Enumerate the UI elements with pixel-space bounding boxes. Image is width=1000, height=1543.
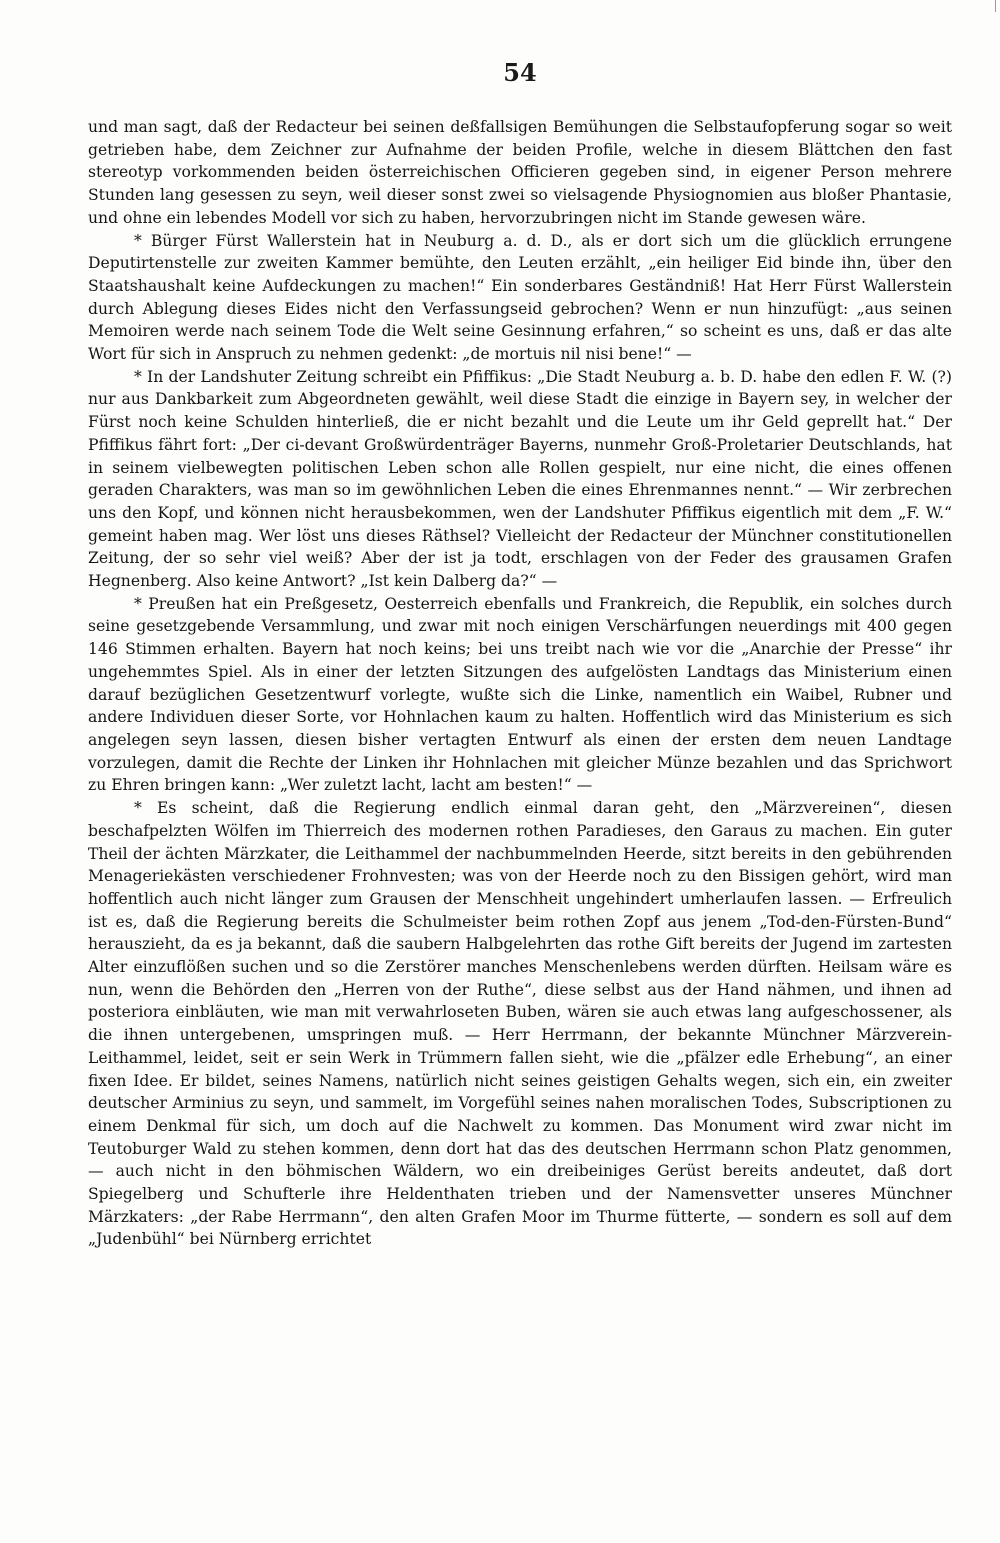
- scan-edge-mark: [995, 0, 996, 12]
- article-body: [88, 116, 952, 1251]
- paragraph-landshuter-pfiffikus: * In der Landshuter Zeitung schreibt ein Pfiffikus: „Die Stadt Neuburg a. b. D. habe den edlen F. W. (?) nur aus Dankbarkeit zum Abgeordneten gewählt, weil diese Stadt die einzige in Bayern sey, in welcher der Fürst noch keine Schulden hinterließ, die er nicht bezahlt und die Leute um ihr Geld geprellt hat.“ Der Pfiffikus fährt fort: „Der ci-devant Großwürdenträger Bayerns, nunmehr Groß-Proletarier Deutschlands, hat in seinem vielbewegten politischen Leben schon alle Rollen gespielt, nur eine nicht, die eines offenen geraden Charakters, was man so im gewöhnlichen Leben die eines Ehrenmannes nennt.“ — Wir zerbrechen uns den Kopf, und können nicht herausbekommen, wen der Landshuter Pfiffikus eigentlich mit dem „F. W.“ gemeint haben mag. Wer löst uns dieses Räthsel? Vielleicht der Redacteur der Münchner constitutionellen Zeitung, der so sehr viel weiß? Aber der ist ja todt, erschlagen von der Feder des grausamen Grafen Hegnenberg. Also keine Antwort? „Ist kein Dalberg da?“ —: [88, 367, 952, 591]
- paragraph-wallerstein-neuburg: * Bürger Fürst Wallerstein hat in Neuburg a. d. D., als er dort sich um die glücklich errungene Deputirtenstelle zur zweiten Kammer bemühte, den Leuten erzählt, „ein heiliger Eid binde ihn, über den Staatshaushalt keine Aufdeckungen zu machen!“ Ein sonderbares Geständniß! Hat Herr Fürst Wallerstein durch Ablegung dieses Eides nicht den Verfassungseid gebrochen? Wenn er nun hinzufügt: „aus seinen Memoiren werde nach seinem Tode die Welt seine Gesinnung erfahren,“ so scheint es uns, daß er das alte Wort für sich in Anspruch zu nehmen gedenkt: „de mortuis nil nisi bene!“ —: [88, 231, 952, 364]
- paragraph-pressgesetz: * Preußen hat ein Preßgesetz, Oesterreich ebenfalls und Frankreich, die Republik, ein solches durch seine gesetzgebende Versammlung, und zwar mit noch einigen Verschärfungen neuerdings mit 400 gegen 146 Stimmen erhalten. Bayern hat noch keins; bei uns treibt nach wie vor die „Anarchie der Presse“ ihr ungehemmtes Spiel. Als in einer der letzten Sitzungen des aufgelösten Landtags das Ministerium einen darauf bezüglichen Gesetzentwurf vorlegte, wußte sich die Linke, namentlich ein Waibel, Rubner und andere Individuen dieser Sorte, vor Hohnlachen kaum zu halten. Hoffentlich wird das Ministerium es sich angelegen seyn lassen, diesen bisher vertagten Entwurf als einen der ersten dem neuen Landtage vorzulegen, damit die Rechte der Linken ihr Hohnlachen mit gleicher Münze bezahlen und das Sprichwort zu Ehren bringen kann: „Wer zuletzt lacht, lacht am besten!“ —: [88, 594, 952, 795]
- page-number: 54: [503, 58, 537, 87]
- paragraph-continuation: und man sagt, daß der Redacteur bei seinen deßfallsigen Bemühungen die Selbstaufopferung sogar so weit getrieben habe, dem Zeichner zur Aufnahme der beiden Profile, welche in diesem Blättchen den fast stereotyp vorkommenden beiden österreichischen Officieren gegeben sind, in eigener Person mehrere Stunden lang gesessen zu seyn, weil dieser sonst zwei so vielsagende Physiognomien aus bloßer Phantasie, und ohne ein lebendes Modell vor sich zu haben, hervorzubringen nicht im Stande gewesen wäre.: [88, 118, 952, 227]
- paragraph-maerzvereine: * Es scheint, daß die Regierung endlich einmal daran geht, den „Märzvereinen“, diesen beschafpelzten Wölfen im Thierreich des modernen rothen Paradieses, den Garaus zu machen. Ein guter Theil der ächten Märzkater, die Leithammel der nachbummelnden Heerde, sitzt bereits in den gebührenden Menageriekästen verschiedener Frohnvesten; was von der Heerde noch zu den Bissigen gehört, wird man hoffentlich auch nicht länger zum Grausen der Menschheit ungehindert umherlaufen lassen. — Erfreulich ist es, daß die Regierung bereits die Schulmeister beim rothen Zopf aus jenem „Tod-den-Fürsten-Bund“ herauszieht, da es ja bekannt, daß die saubern Halbgelehrten das rothe Gift bereits der Jugend im zartesten Alter einzuflößen suchen und so die Zerstörer manches Menschenlebens werden dürften. Heilsam wäre es nun, wenn die Behörden den „Herren von der Ruthe“, diese selbst aus der Hand nähmen, und ihnen ad posteriora einbläuten, wie man mit verwahrloseten Buben, wären sie auch etwas lang aufgeschossener, als die ihnen untergebenen, umspringen muß. — Herr Herrmann, der bekannte Münchner Märzverein-Leithammel, leidet, seit er sein Werk in Trümmern fallen sieht, wie die „pfälzer edle Erhebung“, an einer fixen Idee. Er bildet, seines Namens, natürlich nicht seines geistigen Gehalts wegen, sich ein, ein zweiter deutscher Arminius zu seyn, und sammelt, im Vorgefühl seines nahen moralischen Todes, Subscriptionen zu einem Denkmal für sich, um doch auf die Nachwelt zu kommen. Das Monument wird zwar nicht im Teutoburger Wald zu stehen kommen, denn dort hat das des deutschen Herrmann schon Platz genommen, — auch nicht in den böhmischen Wäldern, wo ein dreibeiniges Gerüst bereits andeutet, daß dort Spiegelberg und Schufterle ihre Heldenthaten trieben und der Namensvetter unseres Münchner Märzkaters: „der Rabe Herrmann“, den alten Grafen Moor im Thurme fütterte, — sondern es soll auf dem „Judenbühl“ bei Nürnberg errichtet: [88, 799, 952, 1249]
